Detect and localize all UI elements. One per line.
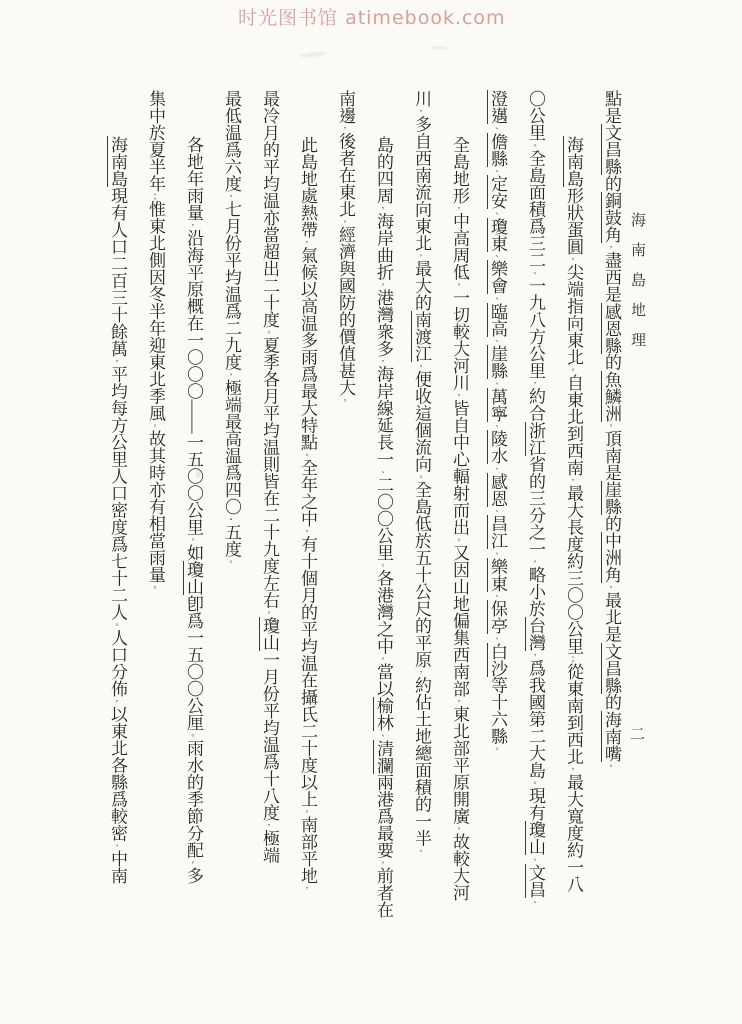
proper-noun-mark: 保亭 [488, 600, 507, 634]
text-column: 集中於夏半年；惟東北側因冬半年迎東北季風，故其時亦有相當雨量。 [146, 90, 165, 592]
punctuation: ， [530, 557, 540, 566]
punctuation: ， [302, 884, 312, 893]
text-column: 最冷月的平均温亦當超出二十度。夏季各月平均温則皆在二十九度左右，瓊山一月份平均温爲十八度，極端 [260, 90, 279, 864]
proper-noun-mark: 瓊山 [526, 821, 545, 855]
punctuation: 。 [416, 846, 426, 855]
punctuation: ， [302, 807, 312, 816]
punctuation: ， [112, 841, 122, 850]
punctuation: 。 [530, 778, 540, 787]
punctuation: ， [340, 124, 350, 133]
text-column: 澄邁、儋縣、定安、瓊東、樂會、臨高、崖縣、萬寧、陵水、感恩、昌江、樂東、保亭、白沙等十六縣。 [488, 90, 507, 753]
watermark [238, 3, 506, 30]
proper-noun-mark: 清瀾 [374, 739, 393, 774]
proper-noun-mark: 崖縣 [602, 481, 621, 515]
proper-noun-mark: 崖縣 [488, 345, 507, 379]
punctuation: ， [188, 221, 198, 230]
text-column: 此島地處熱帶，氣候以高温多雨爲最大特點。全年之中，有十個月的平均温在攝氏二十度以上，南部平地， [298, 136, 317, 893]
punctuation: ， [568, 476, 578, 485]
punctuation: ， [454, 697, 464, 706]
punctuation: ， [568, 255, 578, 264]
punctuation: 、 [530, 855, 540, 864]
proper-noun-mark: 定安 [488, 175, 507, 209]
punctuation: ， [378, 280, 388, 289]
proper-noun-mark: 文昌縣 [602, 642, 621, 694]
punctuation: ， [606, 583, 616, 592]
punctuation: 、 [492, 379, 502, 388]
page-text-block [98, 90, 630, 918]
scan-speck [300, 51, 326, 59]
punctuation: ・ [226, 515, 236, 524]
running-title: 海南島地理 [629, 212, 645, 362]
punctuation: 、 [492, 124, 502, 133]
punctuation: 、 [492, 421, 502, 430]
punctuation: 、 [492, 209, 502, 218]
punctuation: 。 [150, 583, 160, 592]
punctuation: ， [416, 251, 426, 260]
punctuation: 、 [530, 268, 540, 277]
proper-noun-mark: 感恩縣 [602, 302, 621, 354]
punctuation: 、 [492, 166, 502, 175]
punctuation: 。 [378, 561, 388, 570]
proper-noun-mark: 萬寧 [488, 387, 507, 422]
punctuation: ， [378, 357, 388, 366]
watermark-site-name: 时光图书馆 [238, 7, 339, 29]
proper-noun-mark: 臨高 [488, 302, 507, 337]
punctuation: ； [568, 654, 578, 663]
punctuation: ， [302, 527, 312, 536]
punctuation: 、 [530, 897, 540, 906]
proper-noun-mark: 儋縣 [488, 132, 507, 167]
proper-noun-mark: 樂東 [488, 557, 507, 592]
proper-noun-mark: 海南嘴 [602, 710, 621, 762]
proper-noun-mark: 瓊山 [184, 561, 203, 595]
punctuation: 。 [492, 744, 502, 753]
punctuation: ， [378, 858, 388, 867]
punctuation: 、 [492, 506, 502, 515]
text-column: 南邊，後者在東北，經濟與國防的價值甚大。 [336, 90, 355, 405]
punctuation: ， [112, 697, 122, 706]
punctuation: ， [454, 391, 464, 400]
punctuation: ， [150, 421, 160, 430]
proper-noun-mark: 海南島 [564, 136, 583, 187]
punctuation: 。 [340, 396, 350, 405]
proper-noun-mark: 海南島 [108, 136, 127, 187]
text-column: 海南島現有人口二百三十餘萬，平均每方公里人口密度爲七十二人。人口分佈，以東北各縣爲較密，中南 [108, 136, 127, 884]
punctuation: 。 [188, 731, 198, 740]
punctuation: ， [112, 357, 122, 366]
punctuation: 、 [492, 251, 502, 260]
punctuation: ， [416, 362, 426, 371]
punctuation: ， [454, 280, 464, 289]
text-column: 川，多自西南流向東北，最大的南渡江，便收這個流向。全島低於五十公尺的平原，約佔土地總面積的一半。 [412, 90, 431, 855]
punctuation: 、 [492, 634, 502, 643]
proper-noun-mark: 南渡江 [412, 311, 431, 362]
proper-noun-mark: 瓊東 [488, 217, 507, 252]
punctuation: 、 [378, 467, 388, 476]
punctuation: 、 [492, 549, 502, 558]
proper-noun-mark: 感恩 [488, 472, 507, 507]
punctuation: ， [188, 858, 198, 867]
punctuation: ； [150, 192, 160, 201]
punctuation: 。 [568, 365, 578, 374]
punctuation: 、 [378, 731, 388, 740]
proper-noun-mark: 白沙 [488, 642, 507, 677]
proper-noun-mark: 中洲角 [602, 532, 621, 583]
proper-noun-mark: 銅鼓角 [602, 192, 621, 243]
punctuation: 。 [112, 620, 122, 629]
text-column: 點是文昌縣的銅鼓角，盡西是感恩縣的魚鱗洲，頂南是崖縣的中洲角，最北是文昌縣的海南嘴。 [602, 90, 621, 770]
punctuation: ， [606, 243, 616, 252]
punctuation: 。 [416, 472, 426, 481]
punctuation: ， [188, 535, 198, 544]
proper-noun-mark: 文昌 [526, 863, 545, 898]
punctuation: ， [454, 824, 464, 833]
proper-noun-mark: 澄邁 [488, 90, 507, 124]
punctuation: ， [302, 238, 312, 247]
punctuation: 。 [530, 141, 540, 150]
punctuation: 。 [606, 761, 616, 770]
punctuation: 、 [492, 591, 502, 600]
proper-noun-mark: 昌江 [488, 515, 507, 549]
text-column: 全島地形，中高周低，一切較大河川，皆自中心輻射而出。又因山地偏集西南部，東北部平原開廣，故較大河 [450, 136, 469, 901]
punctuation: ， [378, 204, 388, 213]
punctuation: ， [416, 668, 426, 677]
punctuation: 、 [492, 336, 502, 345]
text-column: 各地年雨量，沿海平原概在一〇〇〇——一五〇〇公里，如瓊山卽爲一五〇〇公厘。雨水的季節分配，多 [184, 136, 203, 884]
punctuation: ， [264, 608, 274, 617]
punctuation: ， [568, 765, 578, 774]
proper-noun-mark: 瓊山 [260, 617, 279, 651]
punctuation: ， [226, 192, 236, 201]
proper-noun-mark: 魚鱗洲 [602, 370, 621, 422]
punctuation: 。 [226, 557, 236, 566]
text-column: 海南島形狀蛋圓，尖端指向東北。自東北到西南，最大長度約三〇〇公里；從東南到西北，最大寬度約一八 [564, 136, 583, 893]
proper-noun-mark: 陵水 [488, 430, 507, 464]
punctuation: ， [606, 421, 616, 430]
punctuation: 、 [492, 294, 502, 303]
punctuation: ， [416, 107, 426, 116]
punctuation: ， [340, 217, 350, 226]
punctuation: 。 [302, 450, 312, 459]
scan-speck [430, 45, 448, 50]
punctuation: ， [264, 821, 274, 830]
punctuation: ， [378, 654, 388, 663]
proper-noun-mark: 榆林 [374, 697, 393, 731]
text-column: 最低温爲六度，七月份平均温爲二九度，極端最高温爲四〇・五度。 [222, 90, 241, 566]
punctuation: 。 [264, 328, 274, 337]
proper-noun-mark: 台灣 [526, 617, 545, 651]
punctuation: ， [454, 204, 464, 213]
text-column: 〇公里。全島面積爲三二、一九八方公里，約合浙江省的三分之一，略小於台灣，爲我國第二大島。現有瓊山、文昌、 [526, 90, 545, 906]
punctuation: 、 [492, 464, 502, 473]
text-column: 島的四周，海岸曲折，港灣衆多，海岸線延長一、二〇〇公里。各港灣之中，當以榆林、清瀾兩港爲最要，前者在 [374, 136, 393, 918]
punctuation: ， [226, 370, 236, 379]
proper-noun-mark: 文昌縣 [602, 124, 621, 175]
proper-noun-mark: 浙江 [526, 421, 545, 456]
punctuation: ， [530, 379, 540, 388]
proper-noun-mark: 樂會 [488, 260, 507, 294]
punctuation: ， [530, 651, 540, 660]
page-number: 二 [628, 726, 644, 741]
watermark-site-url: atimebook.com [345, 7, 506, 29]
punctuation: 。 [454, 535, 464, 544]
